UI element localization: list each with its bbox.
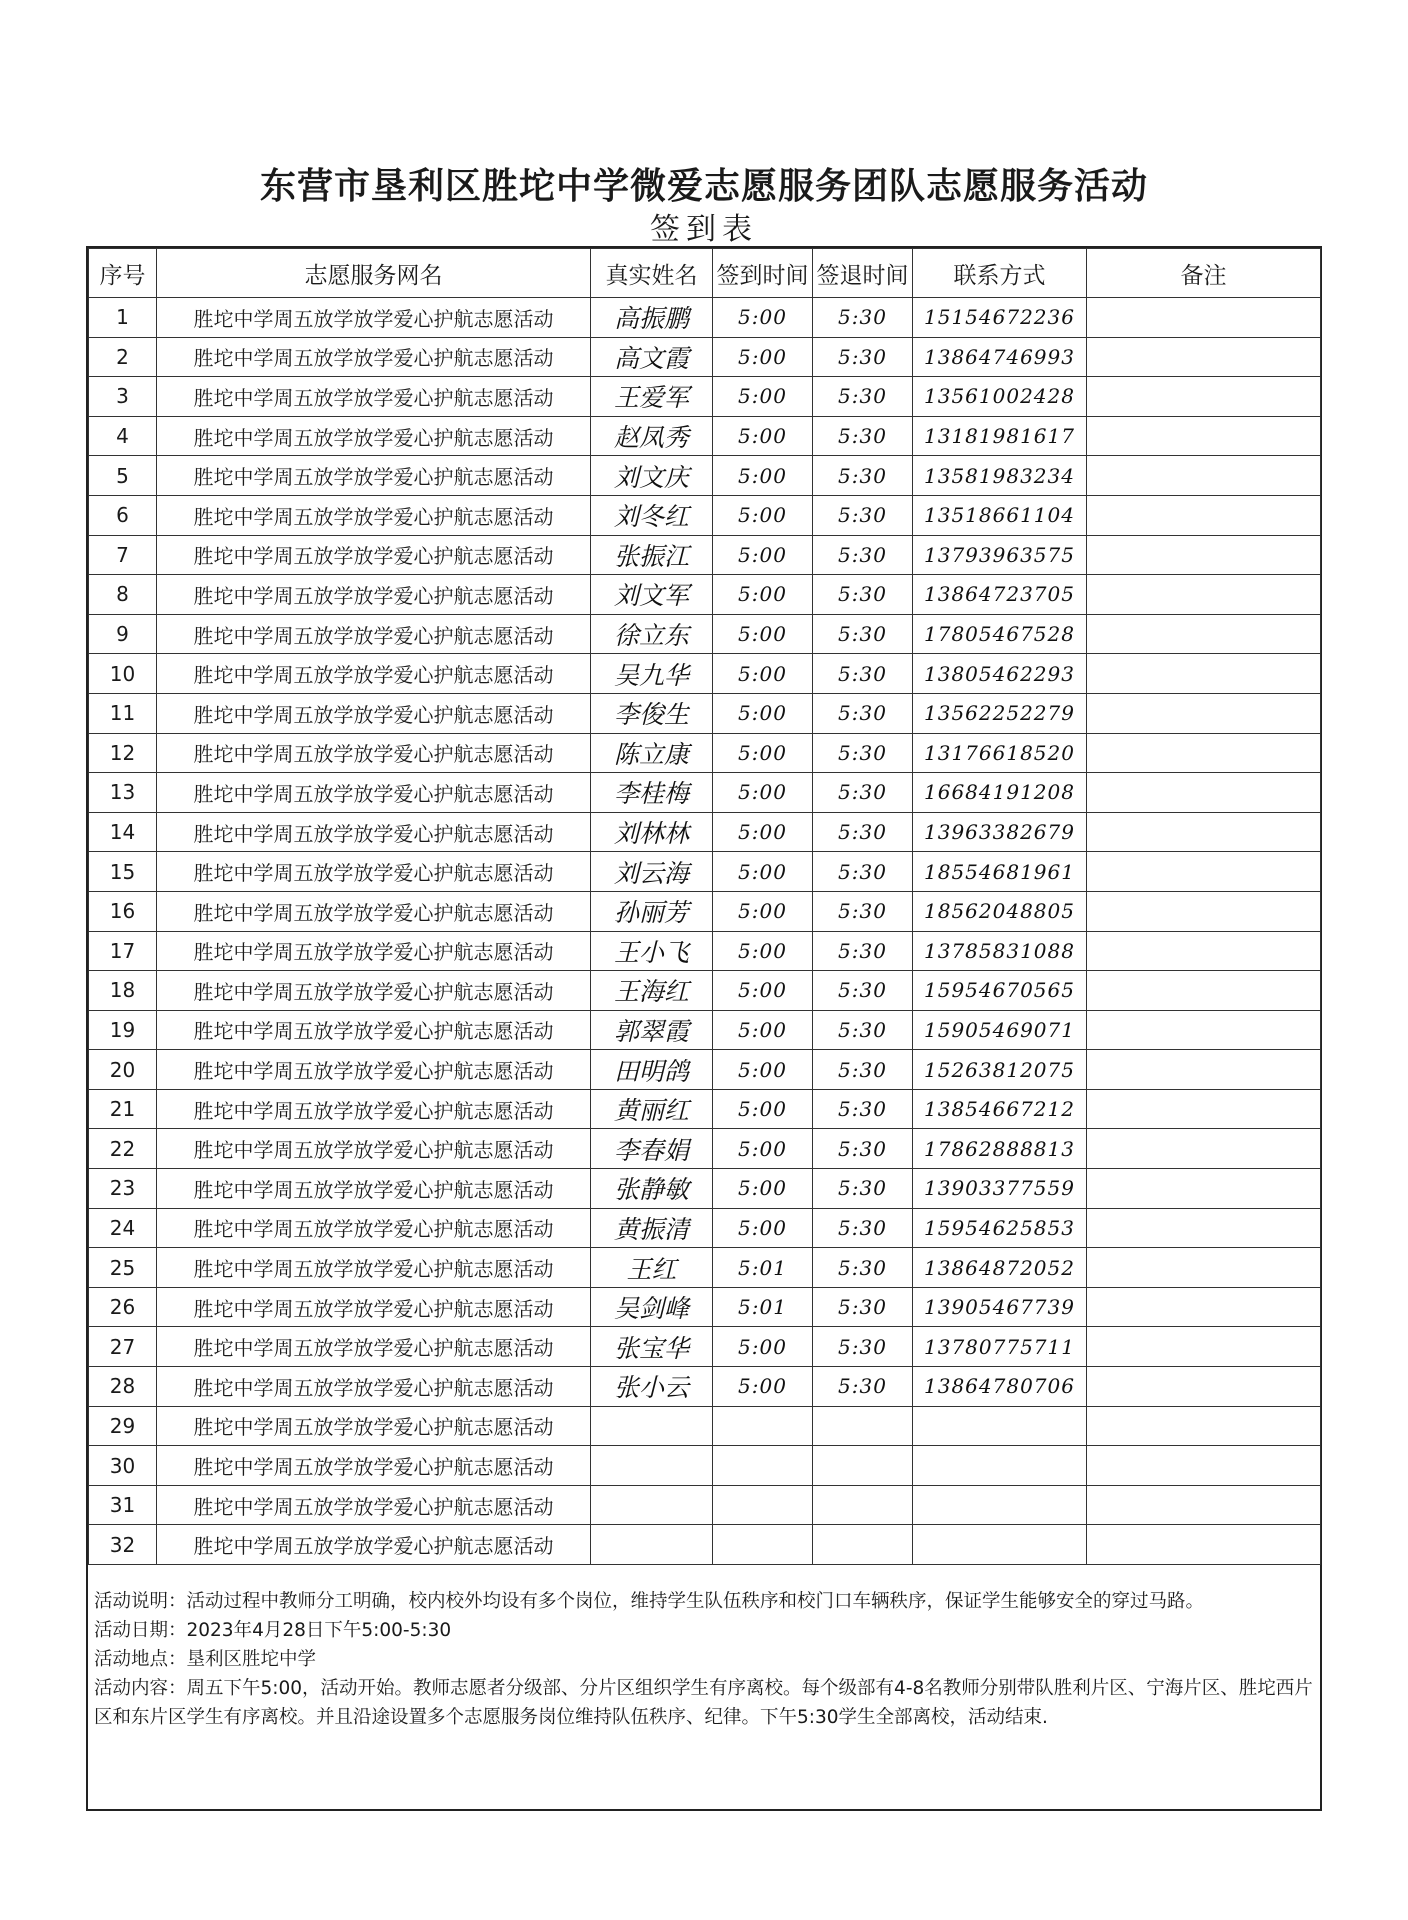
cell-remark xyxy=(1087,1169,1321,1209)
table-row xyxy=(89,1367,1321,1407)
table-row xyxy=(89,1208,1321,1248)
cell-activity: 胜坨中学周五放学放学爱心护航志愿活动 xyxy=(157,1129,591,1169)
cell-contact: 13963382679 xyxy=(913,812,1087,852)
cell-no: 21 xyxy=(89,1089,157,1129)
cell-no: 32 xyxy=(89,1525,157,1565)
cell-activity: 胜坨中学周五放学放学爱心护航志愿活动 xyxy=(157,1089,591,1129)
cell-sign-out-time: 5:30 xyxy=(813,733,913,773)
cell-activity: 胜坨中学周五放学放学爱心护航志愿活动 xyxy=(157,298,591,338)
cell-activity: 胜坨中学周五放学放学爱心护航志愿活动 xyxy=(157,416,591,456)
cell-contact: 13562252279 xyxy=(913,693,1087,733)
cell-real-name: 徐立东 xyxy=(591,614,713,654)
table-row xyxy=(89,495,1321,535)
table-row xyxy=(89,1287,1321,1327)
cell-contact: 18562048805 xyxy=(913,891,1087,931)
cell-no: 28 xyxy=(89,1367,157,1407)
cell-contact: 16684191208 xyxy=(913,773,1087,813)
cell-activity: 胜坨中学周五放学放学爱心护航志愿活动 xyxy=(157,1050,591,1090)
table-row xyxy=(89,1129,1321,1169)
table-row xyxy=(89,693,1321,733)
cell-no: 2 xyxy=(89,337,157,377)
cell-sign-in-time: 5:00 xyxy=(713,416,813,456)
cell-real-name: 刘林林 xyxy=(591,812,713,852)
cell-sign-out-time: 5:30 xyxy=(813,773,913,813)
cell-contact: 13181981617 xyxy=(913,416,1087,456)
cell-real-name: 张振江 xyxy=(591,535,713,575)
cell-activity: 胜坨中学周五放学放学爱心护航志愿活动 xyxy=(157,654,591,694)
cell-no: 12 xyxy=(89,733,157,773)
cell-activity: 胜坨中学周五放学放学爱心护航志愿活动 xyxy=(157,1525,591,1565)
table-row xyxy=(89,654,1321,694)
cell-activity: 胜坨中学周五放学放学爱心护航志愿活动 xyxy=(157,1367,591,1407)
cell-activity: 胜坨中学周五放学放学爱心护航志愿活动 xyxy=(157,971,591,1011)
table-row xyxy=(89,456,1321,496)
cell-remark xyxy=(1087,535,1321,575)
cell-remark xyxy=(1087,1406,1321,1446)
cell-no: 25 xyxy=(89,1248,157,1288)
cell-sign-in-time: 5:00 xyxy=(713,773,813,813)
cell-sign-in-time xyxy=(713,1525,813,1565)
cell-remark xyxy=(1087,298,1321,338)
cell-real-name: 李春娟 xyxy=(591,1129,713,1169)
cell-activity: 胜坨中学周五放学放学爱心护航志愿活动 xyxy=(157,614,591,654)
cell-sign-in-time: 5:00 xyxy=(713,337,813,377)
col-header-remark: 备注 xyxy=(1087,249,1321,298)
cell-sign-out-time: 5:30 xyxy=(813,891,913,931)
col-header-activity: 志愿服务网名 xyxy=(157,249,591,298)
col-header-sign-out: 签退时间 xyxy=(813,249,913,298)
cell-contact xyxy=(913,1406,1087,1446)
cell-remark xyxy=(1087,337,1321,377)
cell-no: 3 xyxy=(89,377,157,417)
cell-contact xyxy=(913,1485,1087,1525)
cell-remark xyxy=(1087,931,1321,971)
cell-no: 6 xyxy=(89,495,157,535)
cell-sign-out-time: 5:30 xyxy=(813,1169,913,1209)
cell-no: 14 xyxy=(89,812,157,852)
cell-sign-out-time: 5:30 xyxy=(813,416,913,456)
cell-sign-out-time: 5:30 xyxy=(813,1327,913,1367)
cell-sign-out-time: 5:30 xyxy=(813,298,913,338)
sign-in-table xyxy=(88,248,1321,1565)
cell-contact: 13864746993 xyxy=(913,337,1087,377)
cell-real-name: 田明鸽 xyxy=(591,1050,713,1090)
table-row xyxy=(89,1485,1321,1525)
cell-real-name: 黄振清 xyxy=(591,1208,713,1248)
table-row xyxy=(89,1050,1321,1090)
cell-sign-out-time: 5:30 xyxy=(813,535,913,575)
cell-activity: 胜坨中学周五放学放学爱心护航志愿活动 xyxy=(157,575,591,615)
cell-contact: 17805467528 xyxy=(913,614,1087,654)
cell-sign-in-time: 5:00 xyxy=(713,377,813,417)
table-row xyxy=(89,535,1321,575)
cell-contact: 13518661104 xyxy=(913,495,1087,535)
cell-real-name: 王爱军 xyxy=(591,377,713,417)
cell-activity: 胜坨中学周五放学放学爱心护航志愿活动 xyxy=(157,1010,591,1050)
cell-remark xyxy=(1087,1129,1321,1169)
cell-sign-out-time: 5:30 xyxy=(813,654,913,694)
cell-remark xyxy=(1087,971,1321,1011)
cell-sign-in-time: 5:00 xyxy=(713,971,813,1011)
cell-remark xyxy=(1087,1050,1321,1090)
notes-description: 活动说明：活动过程中教师分工明确，校内校外均设有多个岗位，维持学生队伍秩序和校门口车辆秩序，保证学生能够安全的穿过马路。 xyxy=(94,1591,1205,1612)
cell-contact: 13864723705 xyxy=(913,575,1087,615)
table-row xyxy=(89,773,1321,813)
cell-activity: 胜坨中学周五放学放学爱心护航志愿活动 xyxy=(157,377,591,417)
cell-contact: 13864872052 xyxy=(913,1248,1087,1288)
cell-remark xyxy=(1087,614,1321,654)
cell-sign-out-time: 5:30 xyxy=(813,1010,913,1050)
cell-real-name xyxy=(591,1446,713,1486)
cell-contact: 13793963575 xyxy=(913,535,1087,575)
cell-no: 18 xyxy=(89,971,157,1011)
cell-sign-out-time: 5:30 xyxy=(813,1248,913,1288)
cell-activity: 胜坨中学周五放学放学爱心护航志愿活动 xyxy=(157,1208,591,1248)
table-row xyxy=(89,1446,1321,1486)
cell-sign-out-time: 5:30 xyxy=(813,456,913,496)
cell-contact: 13854667212 xyxy=(913,1089,1087,1129)
cell-sign-in-time: 5:00 xyxy=(713,1367,813,1407)
cell-real-name: 王小飞 xyxy=(591,931,713,971)
table-row xyxy=(89,1010,1321,1050)
cell-remark xyxy=(1087,1446,1321,1486)
cell-contact: 13903377559 xyxy=(913,1169,1087,1209)
cell-no: 26 xyxy=(89,1287,157,1327)
activity-notes xyxy=(88,1581,1320,1738)
cell-real-name xyxy=(591,1525,713,1565)
cell-sign-in-time: 5:00 xyxy=(713,298,813,338)
cell-remark xyxy=(1087,1485,1321,1525)
cell-sign-in-time: 5:01 xyxy=(713,1287,813,1327)
cell-no: 30 xyxy=(89,1446,157,1486)
cell-sign-in-time: 5:00 xyxy=(713,733,813,773)
cell-sign-in-time: 5:00 xyxy=(713,1208,813,1248)
cell-remark xyxy=(1087,1208,1321,1248)
cell-sign-in-time: 5:00 xyxy=(713,1010,813,1050)
cell-activity: 胜坨中学周五放学放学爱心护航志愿活动 xyxy=(157,1446,591,1486)
cell-sign-in-time: 5:00 xyxy=(713,654,813,694)
cell-no: 5 xyxy=(89,456,157,496)
cell-remark xyxy=(1087,654,1321,694)
col-header-sign-in: 签到时间 xyxy=(713,249,813,298)
cell-no: 22 xyxy=(89,1129,157,1169)
cell-sign-in-time: 5:00 xyxy=(713,535,813,575)
cell-contact: 13780775711 xyxy=(913,1327,1087,1367)
cell-remark xyxy=(1087,495,1321,535)
cell-sign-in-time: 5:00 xyxy=(713,495,813,535)
cell-sign-in-time: 5:00 xyxy=(713,1129,813,1169)
cell-sign-out-time: 5:30 xyxy=(813,1050,913,1090)
cell-real-name: 张静敏 xyxy=(591,1169,713,1209)
table-row xyxy=(89,416,1321,456)
col-header-real-name: 真实姓名 xyxy=(591,249,713,298)
cell-contact xyxy=(913,1525,1087,1565)
cell-activity: 胜坨中学周五放学放学爱心护航志愿活动 xyxy=(157,812,591,852)
sheet-subtitle: 签到表 xyxy=(650,212,758,247)
cell-contact: 15954670565 xyxy=(913,971,1087,1011)
cell-sign-out-time: 5:30 xyxy=(813,337,913,377)
cell-sign-out-time: 5:30 xyxy=(813,852,913,892)
cell-sign-out-time xyxy=(813,1485,913,1525)
cell-remark xyxy=(1087,1010,1321,1050)
cell-sign-in-time: 5:00 xyxy=(713,614,813,654)
table-row xyxy=(89,614,1321,654)
cell-sign-out-time: 5:30 xyxy=(813,1287,913,1327)
cell-remark xyxy=(1087,733,1321,773)
cell-sign-in-time xyxy=(713,1446,813,1486)
cell-no: 17 xyxy=(89,931,157,971)
cell-sign-out-time: 5:30 xyxy=(813,1129,913,1169)
table-row xyxy=(89,891,1321,931)
cell-sign-in-time: 5:00 xyxy=(713,575,813,615)
cell-activity: 胜坨中学周五放学放学爱心护航志愿活动 xyxy=(157,693,591,733)
table-body xyxy=(89,298,1321,1565)
table-header-row xyxy=(89,249,1321,298)
cell-activity: 胜坨中学周五放学放学爱心护航志愿活动 xyxy=(157,1327,591,1367)
cell-remark xyxy=(1087,377,1321,417)
cell-sign-in-time: 5:00 xyxy=(713,852,813,892)
cell-remark xyxy=(1087,693,1321,733)
cell-no: 29 xyxy=(89,1406,157,1446)
cell-real-name: 李桂梅 xyxy=(591,773,713,813)
cell-remark xyxy=(1087,416,1321,456)
cell-activity: 胜坨中学周五放学放学爱心护航志愿活动 xyxy=(157,456,591,496)
cell-contact: 15154672236 xyxy=(913,298,1087,338)
cell-remark xyxy=(1087,575,1321,615)
cell-real-name: 刘文军 xyxy=(591,575,713,615)
table-row xyxy=(89,812,1321,852)
col-header-contact: 联系方式 xyxy=(913,249,1087,298)
cell-activity: 胜坨中学周五放学放学爱心护航志愿活动 xyxy=(157,495,591,535)
cell-real-name: 刘文庆 xyxy=(591,456,713,496)
cell-sign-in-time: 5:01 xyxy=(713,1248,813,1288)
cell-contact: 13581983234 xyxy=(913,456,1087,496)
cell-activity: 胜坨中学周五放学放学爱心护航志愿活动 xyxy=(157,1248,591,1288)
cell-contact: 18554681961 xyxy=(913,852,1087,892)
cell-sign-out-time: 5:30 xyxy=(813,971,913,1011)
cell-activity: 胜坨中学周五放学放学爱心护航志愿活动 xyxy=(157,931,591,971)
cell-sign-in-time: 5:00 xyxy=(713,891,813,931)
cell-remark xyxy=(1087,891,1321,931)
cell-sign-out-time: 5:30 xyxy=(813,377,913,417)
cell-real-name: 王海红 xyxy=(591,971,713,1011)
cell-no: 9 xyxy=(89,614,157,654)
cell-sign-in-time: 5:00 xyxy=(713,1089,813,1129)
sheet-frame xyxy=(86,246,1322,1811)
cell-activity: 胜坨中学周五放学放学爱心护航志愿活动 xyxy=(157,852,591,892)
table-row xyxy=(89,298,1321,338)
cell-contact: 13785831088 xyxy=(913,931,1087,971)
table-row xyxy=(89,971,1321,1011)
cell-no: 19 xyxy=(89,1010,157,1050)
cell-no: 23 xyxy=(89,1169,157,1209)
cell-remark xyxy=(1087,812,1321,852)
cell-remark xyxy=(1087,773,1321,813)
cell-contact: 13905467739 xyxy=(913,1287,1087,1327)
cell-contact: 15905469071 xyxy=(913,1010,1087,1050)
cell-no: 24 xyxy=(89,1208,157,1248)
cell-sign-in-time: 5:00 xyxy=(713,931,813,971)
cell-sign-in-time: 5:00 xyxy=(713,1327,813,1367)
cell-remark xyxy=(1087,852,1321,892)
cell-activity: 胜坨中学周五放学放学爱心护航志愿活动 xyxy=(157,1287,591,1327)
cell-contact: 13805462293 xyxy=(913,654,1087,694)
cell-real-name: 孙丽芳 xyxy=(591,891,713,931)
cell-real-name: 吴剑峰 xyxy=(591,1287,713,1327)
notes-date: 活动日期：2023年4月28日下午5:00-5:30 xyxy=(94,1620,452,1641)
cell-real-name: 刘云海 xyxy=(591,852,713,892)
cell-real-name: 陈立康 xyxy=(591,733,713,773)
cell-contact xyxy=(913,1446,1087,1486)
table-row xyxy=(89,1248,1321,1288)
table-row xyxy=(89,1327,1321,1367)
cell-sign-in-time xyxy=(713,1485,813,1525)
table-row xyxy=(89,931,1321,971)
cell-real-name xyxy=(591,1406,713,1446)
cell-activity: 胜坨中学周五放学放学爱心护航志愿活动 xyxy=(157,733,591,773)
cell-contact: 17862888813 xyxy=(913,1129,1087,1169)
cell-activity: 胜坨中学周五放学放学爱心护航志愿活动 xyxy=(157,1169,591,1209)
cell-remark xyxy=(1087,1287,1321,1327)
cell-sign-out-time: 5:30 xyxy=(813,812,913,852)
cell-sign-out-time: 5:30 xyxy=(813,614,913,654)
cell-sign-out-time: 5:30 xyxy=(813,1089,913,1129)
cell-remark xyxy=(1087,1367,1321,1407)
cell-real-name: 王红 xyxy=(591,1248,713,1288)
cell-real-name: 张小云 xyxy=(591,1367,713,1407)
notes-location: 活动地点：垦利区胜坨中学 xyxy=(94,1649,317,1670)
cell-remark xyxy=(1087,456,1321,496)
table-row xyxy=(89,852,1321,892)
cell-sign-out-time: 5:30 xyxy=(813,495,913,535)
cell-remark xyxy=(1087,1089,1321,1129)
cell-sign-in-time: 5:00 xyxy=(713,1050,813,1090)
cell-real-name xyxy=(591,1485,713,1525)
cell-real-name: 李俊生 xyxy=(591,693,713,733)
cell-activity: 胜坨中学周五放学放学爱心护航志愿活动 xyxy=(157,337,591,377)
cell-sign-out-time: 5:30 xyxy=(813,575,913,615)
cell-no: 15 xyxy=(89,852,157,892)
cell-no: 4 xyxy=(89,416,157,456)
cell-sign-in-time: 5:00 xyxy=(713,812,813,852)
cell-no: 27 xyxy=(89,1327,157,1367)
cell-sign-in-time: 5:00 xyxy=(713,1169,813,1209)
cell-no: 11 xyxy=(89,693,157,733)
cell-no: 1 xyxy=(89,298,157,338)
cell-sign-out-time: 5:30 xyxy=(813,1367,913,1407)
cell-no: 10 xyxy=(89,654,157,694)
table-row xyxy=(89,575,1321,615)
table-row xyxy=(89,377,1321,417)
cell-remark xyxy=(1087,1327,1321,1367)
cell-sign-out-time: 5:30 xyxy=(813,1208,913,1248)
cell-activity: 胜坨中学周五放学放学爱心护航志愿活动 xyxy=(157,773,591,813)
cell-contact: 13561002428 xyxy=(913,377,1087,417)
cell-sign-in-time: 5:00 xyxy=(713,693,813,733)
cell-no: 16 xyxy=(89,891,157,931)
col-header-no: 序号 xyxy=(89,249,157,298)
cell-real-name: 赵凤秀 xyxy=(591,416,713,456)
cell-contact: 15954625853 xyxy=(913,1208,1087,1248)
cell-real-name: 刘冬红 xyxy=(591,495,713,535)
cell-no: 8 xyxy=(89,575,157,615)
cell-activity: 胜坨中学周五放学放学爱心护航志愿活动 xyxy=(157,891,591,931)
table-row xyxy=(89,1525,1321,1565)
cell-contact: 13176618520 xyxy=(913,733,1087,773)
cell-activity: 胜坨中学周五放学放学爱心护航志愿活动 xyxy=(157,1485,591,1525)
cell-no: 31 xyxy=(89,1485,157,1525)
cell-no: 13 xyxy=(89,773,157,813)
table-row xyxy=(89,733,1321,773)
cell-remark xyxy=(1087,1248,1321,1288)
cell-sign-out-time: 5:30 xyxy=(813,931,913,971)
cell-real-name: 郭翠霞 xyxy=(591,1010,713,1050)
cell-contact: 13864780706 xyxy=(913,1367,1087,1407)
table-row xyxy=(89,337,1321,377)
cell-real-name: 黄丽红 xyxy=(591,1089,713,1129)
table-row xyxy=(89,1169,1321,1209)
cell-real-name: 高振鹏 xyxy=(591,298,713,338)
cell-sign-out-time xyxy=(813,1446,913,1486)
table-row xyxy=(89,1406,1321,1446)
cell-sign-out-time xyxy=(813,1406,913,1446)
cell-real-name: 高文霞 xyxy=(591,337,713,377)
cell-no: 7 xyxy=(89,535,157,575)
cell-real-name: 吴九华 xyxy=(591,654,713,694)
cell-sign-out-time xyxy=(813,1525,913,1565)
sheet-title: 东营市垦利区胜坨中学微爱志愿服务团队志愿服务活动 xyxy=(259,166,1148,207)
table-row xyxy=(89,1089,1321,1129)
cell-remark xyxy=(1087,1525,1321,1565)
cell-sign-in-time xyxy=(713,1406,813,1446)
cell-real-name: 张宝华 xyxy=(591,1327,713,1367)
cell-no: 20 xyxy=(89,1050,157,1090)
cell-activity: 胜坨中学周五放学放学爱心护航志愿活动 xyxy=(157,535,591,575)
notes-content: 活动内容：周五下午5:00，活动开始。教师志愿者分级部、分片区组织学生有序离校。每个级部有4-8名教师分别带队胜利片区、宁海片区、胜坨西片区和东片区学生有序离校。并且沿途设置多个志愿服务岗位维持队伍秩序、纪律。下午5:30学生全部离校，活动结束. xyxy=(94,1678,1313,1728)
cell-activity: 胜坨中学周五放学放学爱心护航志愿活动 xyxy=(157,1406,591,1446)
cell-sign-in-time: 5:00 xyxy=(713,456,813,496)
cell-contact: 15263812075 xyxy=(913,1050,1087,1090)
cell-sign-out-time: 5:30 xyxy=(813,693,913,733)
